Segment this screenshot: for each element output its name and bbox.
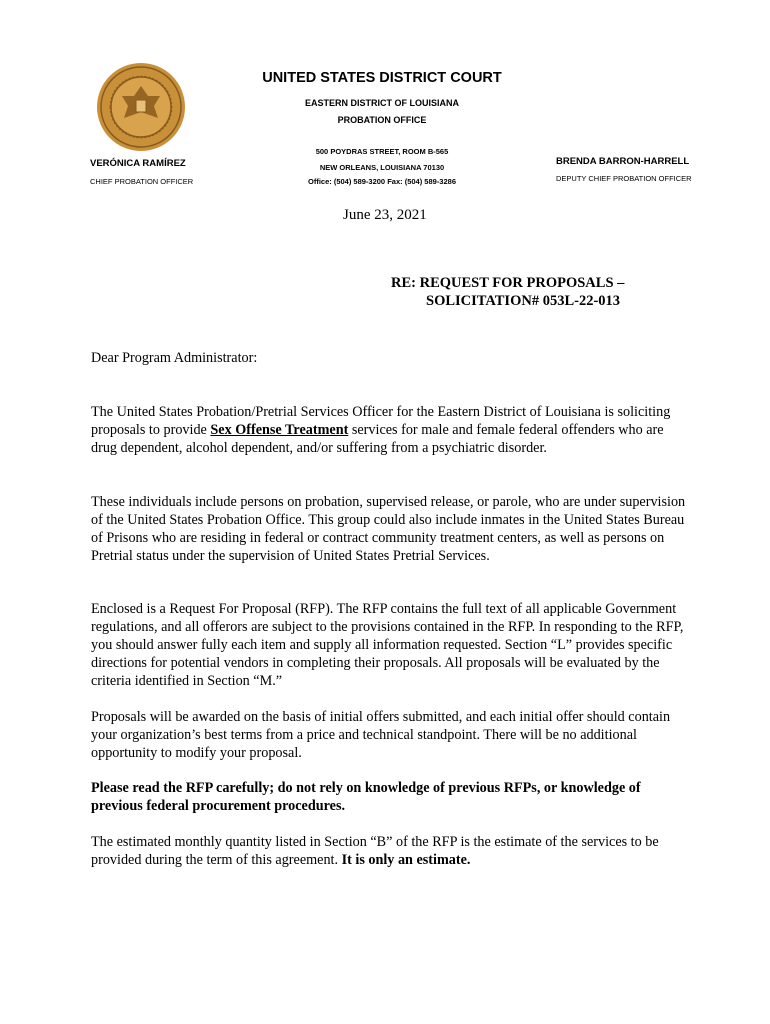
chief-officer-name: VERÓNICA RAMÍREZ xyxy=(90,158,186,169)
district-name: EASTERN DISTRICT OF LOUISIANA xyxy=(304,98,459,108)
deputy-officer-title: DEPUTY CHIEF PROBATION OFFICER xyxy=(556,174,692,183)
paragraph-6 xyxy=(91,833,691,869)
re-line-1: RE: REQUEST FOR PROPOSALS – xyxy=(391,275,625,291)
service-type-emphasis: Sex Offense Treatment xyxy=(210,422,349,438)
paragraph-3: Enclosed is a Request For Proposal (RFP). The RFP contains the full text of all applicable Government regulations, and all offerors are subject to the provisions contained in the RFP. In responding to the RFP, you should answer fully each item and supply all information requested. Section “L” provides specific directions for potential vendors in completing their proposals. All proposals will be evaluated by the criteria identified in Section “M.” xyxy=(91,601,684,689)
paragraph-1-start: The United States Probation/Pretrial Services Officer for the Eastern District of Louisiana is soliciting proposals to provide xyxy=(91,404,671,438)
estimate-note: It is only an estimate. xyxy=(341,852,471,868)
deputy-officer-name: BRENDA BARRON-HARRELL xyxy=(556,156,690,167)
address-line2: NEW ORLEANS, LOUISIANA 70130 xyxy=(319,163,445,172)
court-name: UNITED STATES DISTRICT COURT xyxy=(262,70,502,86)
re-line-2: SOLICITATION# 053L-22-013 xyxy=(426,293,621,309)
office-name: PROBATION OFFICE xyxy=(337,115,427,125)
chief-officer-title: CHIEF PROBATION OFFICER xyxy=(90,177,194,186)
paragraph-5-warning: Please read the RFP carefully; do not rely on knowledge of previous RFPs, or knowledge of previous federal procurement procedures. xyxy=(91,780,641,814)
address-line1: 500 POYDRAS STREET, ROOM B-565 xyxy=(315,147,449,156)
paragraph-1-end: services for male and female federal offenders who are drug dependent, alcohol dependent, and/or suffering from a psychiatric disorder. xyxy=(91,422,664,456)
paragraph-1 xyxy=(91,403,691,457)
paragraph-4: Proposals will be awarded on the basis of initial offers submitted, and each initial offer should contain your organization’s best terms from a price and technical standpoint. There will be no additional opportunity to modify your proposal. xyxy=(91,709,671,761)
paragraph-2: These individuals include persons on probation, supervised release, or parole, who are under supervision of the United States Probation Office. This group could also include inmates in the United States Bureau of Prisons who are residing in federal or contract community treatment centers, as well as persons on Pretrial status under the supervision of United States Pretrial Services. xyxy=(91,494,686,564)
phone-fax: Office: (504) 589-3200 Fax: (504) 589-3286 xyxy=(307,177,456,186)
salutation: Dear Program Administrator: xyxy=(91,350,258,366)
paragraph-6-start: The estimated monthly quantity listed in Section “B” of the RFP is the estimate of the services to be provided during the term of this agreement. xyxy=(91,834,659,868)
letter-date: June 23, 2021 xyxy=(343,207,427,223)
